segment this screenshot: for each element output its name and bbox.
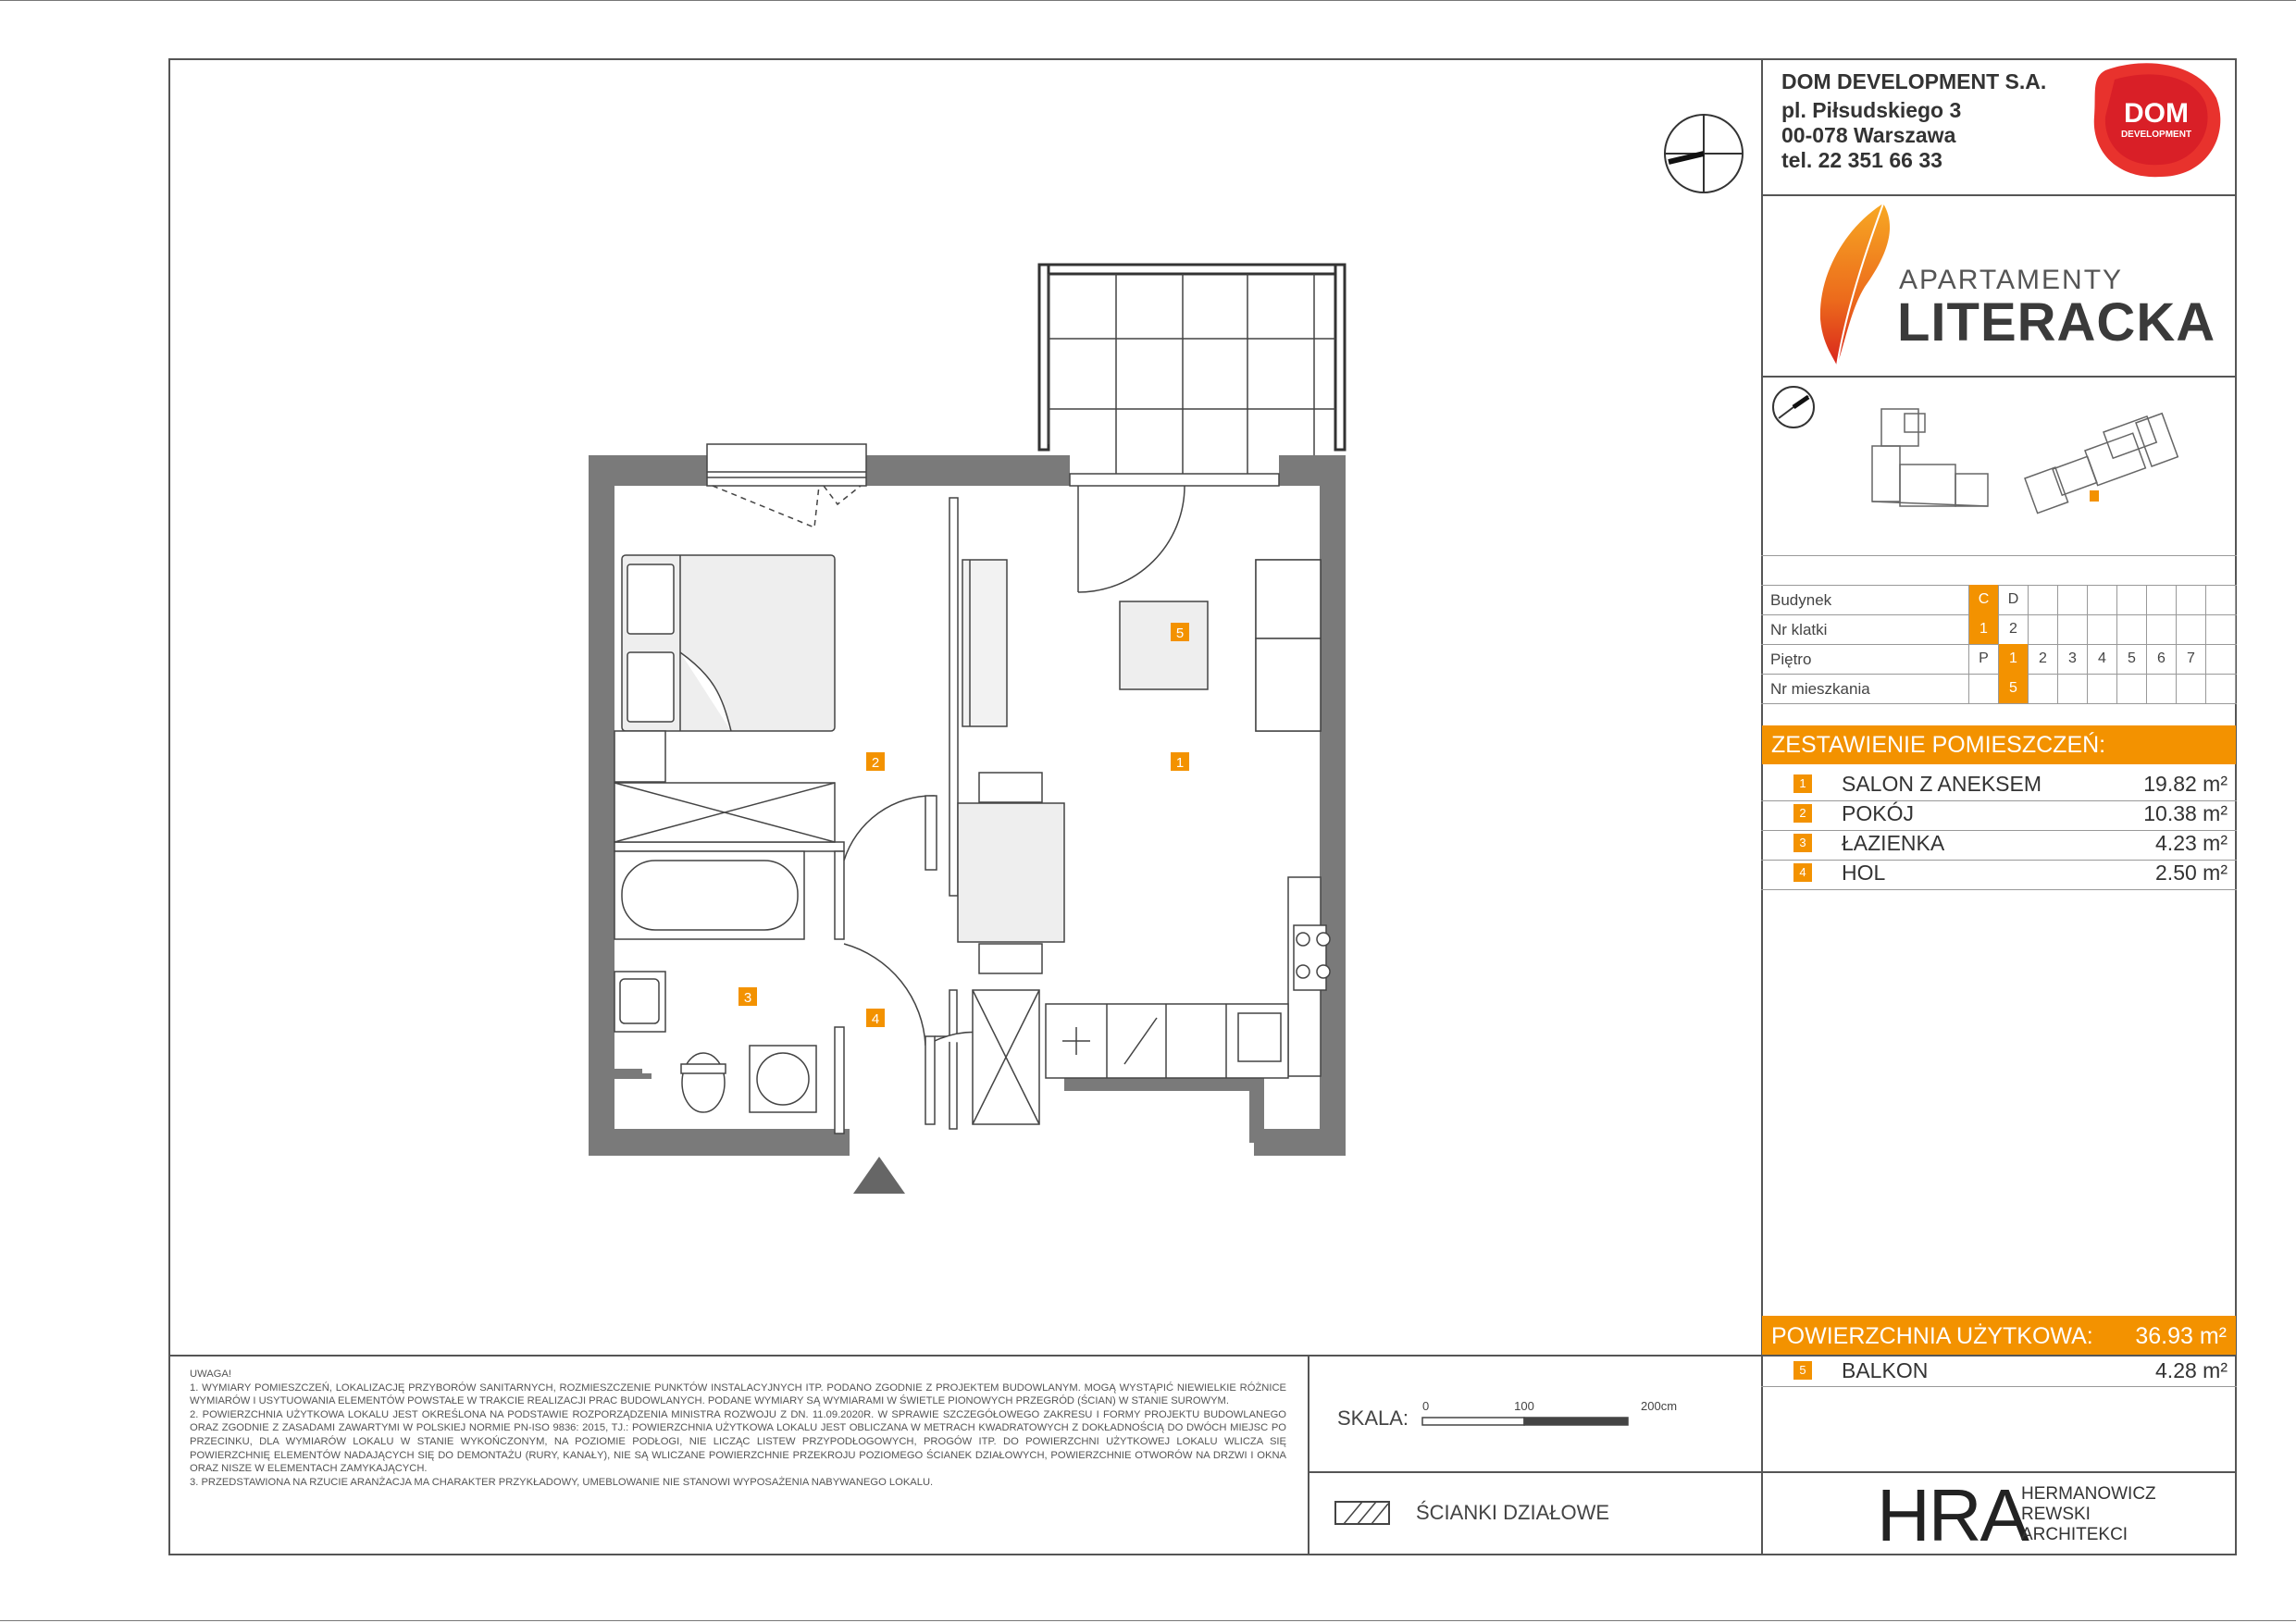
grid-cell: 1	[1968, 614, 1998, 644]
balcony-area: 4.28 m²	[2155, 1358, 2228, 1382]
grid-cell-empty	[2146, 585, 2176, 614]
balcony-name: BALKON	[1842, 1358, 1929, 1382]
grid-cell: 1	[1998, 644, 2028, 674]
divider	[1761, 376, 2237, 378]
grid-cell: C	[1968, 585, 1998, 614]
grid-cell-empty	[2146, 674, 2176, 703]
svg-text:1: 1	[1175, 755, 1185, 771]
grid-cell-empty	[2087, 614, 2116, 644]
room-name: SALON Z ANEKSEM	[1842, 772, 2042, 796]
svg-text:5: 5	[1175, 626, 1185, 641]
grid-cell: 2	[1998, 614, 2028, 644]
grid-cell: 5	[2116, 644, 2146, 674]
grid-label-building: Budynek	[1770, 591, 1832, 609]
grid-cell-empty	[2087, 585, 2116, 614]
grid-label-floor: Piętro	[1770, 650, 1812, 668]
grid-cell-empty	[2205, 585, 2235, 614]
grid-cell: D	[1998, 585, 2028, 614]
row-line	[1761, 889, 2237, 890]
north-arrow-icon	[1661, 111, 1749, 199]
window	[707, 444, 866, 527]
company-name: DOM DEVELOPMENT S.A.	[1781, 69, 2047, 93]
scale-label: SKALA:	[1337, 1406, 1409, 1430]
hall-closet	[973, 990, 1039, 1124]
grid-cell-empty	[2028, 585, 2057, 614]
grid-cell: 6	[2146, 644, 2176, 674]
grid-label-apartment: Nr mieszkania	[1770, 680, 1870, 698]
grid-cell-empty	[2205, 674, 2235, 703]
architect-name	[2021, 1484, 2156, 1545]
svg-text:2: 2	[871, 755, 880, 771]
usable-area-value: 36.93 m²	[2135, 1323, 2227, 1349]
room-name: POKÓJ	[1842, 801, 1914, 825]
balcony	[1039, 265, 1345, 477]
usable-area-bar	[1762, 1316, 2236, 1355]
grid-cell-empty	[2235, 644, 2265, 674]
room-row	[1777, 859, 2235, 888]
room-name: ŁAZIENKA	[1842, 831, 1945, 855]
notes	[190, 1368, 1286, 1489]
grid-cell-empty	[2205, 644, 2235, 674]
grid-cell-empty	[2205, 614, 2235, 644]
architect-line1: HERMANOWICZ	[2021, 1484, 2156, 1504]
bottom-border	[0, 1620, 2296, 1621]
grid-cell: 4	[2087, 644, 2116, 674]
scale-tick-0: 0	[1422, 1399, 1430, 1413]
grid-cell-empty	[2176, 614, 2205, 644]
balcony-door	[1070, 474, 1279, 592]
partition-wall-hatch-icon	[1334, 1501, 1390, 1527]
dom-development-logo	[2087, 61, 2226, 181]
row-line	[1761, 1386, 2237, 1387]
entrance-arrow-icon	[853, 1157, 905, 1194]
project-line1: APARTAMENTY	[1899, 265, 2124, 295]
grid-cell-empty	[2235, 614, 2265, 644]
grid-cell-empty	[2087, 674, 2116, 703]
grid-cell-empty	[2116, 585, 2146, 614]
room-number: 2	[1793, 804, 1812, 823]
room-area: 2.50 m²	[2155, 861, 2228, 885]
room-row	[1777, 770, 2235, 799]
grid-cell-empty	[2057, 614, 2087, 644]
room-name: HOL	[1842, 861, 1886, 885]
key-plan-north-icon	[1773, 387, 1814, 427]
company-phone: tel. 22 351 66 33	[1781, 148, 1942, 172]
bedroom-door	[844, 796, 937, 870]
room-number: 1	[1793, 774, 1812, 793]
grid-cell-empty	[2028, 674, 2057, 703]
project-line2: LITERACKA	[1897, 292, 2216, 353]
grid-cell-empty	[2057, 585, 2087, 614]
grid-cell-empty	[2116, 614, 2146, 644]
divider	[1761, 194, 2237, 196]
top-border	[0, 0, 2296, 1]
grid-cell: 7	[2176, 644, 2205, 674]
grid-cell-empty	[2028, 614, 2057, 644]
legend-label: ŚCIANKI DZIAŁOWE	[1416, 1501, 1610, 1524]
grid-cell: 5	[1998, 674, 2028, 703]
company-address1: pl. Piłsudskiego 3	[1781, 98, 1962, 122]
grid-cell-empty	[2235, 674, 2265, 703]
bed	[614, 555, 835, 842]
room-number: 4	[1793, 863, 1812, 882]
rooms-header: ZESTAWIENIE POMIESZCZEŃ:	[1762, 725, 2236, 764]
usable-area-label: POWIERZCHNIA UŻYTKOWA:	[1771, 1323, 2093, 1349]
architect-line3: ARCHITEKCI	[2021, 1525, 2128, 1544]
floor-plan	[555, 259, 1407, 1212]
grid-cell: 2	[2028, 644, 2057, 674]
grid-cell-empty	[2176, 674, 2205, 703]
architect-mark: HRA	[1877, 1474, 2028, 1556]
room-area: 19.82 m²	[2143, 772, 2228, 796]
grid-line	[1761, 703, 2237, 704]
divider	[1761, 555, 2237, 556]
grid-cell-empty	[2116, 674, 2146, 703]
key-plan	[1766, 381, 2233, 552]
grid-label-staircase: Nr klatki	[1770, 621, 1828, 638]
logo-text-development: DEVELOPMENT	[2120, 130, 2192, 140]
balcony-number: 5	[1793, 1361, 1812, 1380]
grid-cell-empty	[2235, 585, 2265, 614]
divider	[1308, 1471, 1761, 1473]
grid-cell-empty	[2176, 585, 2205, 614]
grid-cell-empty	[2057, 674, 2087, 703]
note-item: 3. PRZEDSTAWIONA NA RZUCIE ARANŻACJA MA CHARAKTER PRZYKŁADOWY, UMEBLOWANIE NIE STANOWI WYPOSAŻENIA NABYWANEGO LOKALU.	[190, 1476, 934, 1488]
grid-cell	[1968, 674, 1998, 703]
divider	[1308, 1355, 1309, 1555]
balcony-row	[1777, 1357, 2235, 1386]
note-item: 1. WYMIARY POMIESZCZEŃ, LOKALIZACJĘ PRZYBORÓW SANITARNYCH, ROZMIESZCZENIE PUNKTÓW INSTALACYJNYCH ITP. PODANO ZGODNIE Z PROJEKTEM BUDOWLANYM. MOGĄ WYSTĄPIĆ NIEWIELKIE RÓŻNICE WYMIARÓW I USYTUOWANIA ELEMENTÓW POWSTAŁE W TRAKCIE REALIZACJI PRAC BUDOWLANYCH. PODANE WYMIARY SĄ WYMIARAMI W ŚWIETLE PIONOWYCH PRZEGRÓD (ŚCIAN) W STANIE SUROWYM.	[190, 1381, 1286, 1407]
notes-title: UWAGA!	[190, 1369, 231, 1380]
room-row	[1777, 799, 2235, 829]
svg-text:4: 4	[871, 1011, 880, 1027]
scale-tick-100: 100	[1514, 1399, 1534, 1413]
scale-tick-200: 200cm	[1641, 1399, 1678, 1413]
note-item: 2. POWIERZCHNIA UŻYTKOWA LOKALU JEST OKREŚLONA NA PODSTAWIE ROZPORZĄDZENIA MINISTRA ROZWOJU Z DN. 11.09.2020R. W SPRAWIE SZCZEGÓŁOWEGO ZAKRESU I FORMY PROJEKTU BUDOWLANEGO ORAZ ZGODNIE Z ZASADAMI ZAWARTYMI W POLSKIEJ NORMIE PN-ISO 9836: 2015, TJ.: POWIERZCHNIA UŻYTKOWA LOKALU JEST OBLICZANA W METRACH KWADRATOWYCH Z DOKŁADNOŚCIĄ DO DWÓCH MIEJSC PO PRZECINKU, DLA WYMIARÓW LOKALU W STANIE WYKOŃCZONYM, NA POZIOMIE PODŁOGI, NIE LICZĄC LISTEW PRZYPODŁOGOWYCH, PROGÓW ITP. DO POWIERZCHNI UŻYTKOWEJ LOKALU WLICZA SIĘ POWIERZCHNIĘ ELEMENTÓW NADAJĄCYCH SIĘ DO DEMONTAŻU (RURY, KANAŁY), NIE SĄ WLICZANE POWIERZCHNIE PRZEKROJU POZIOMEGO ŚCIANEK DZIAŁOWYCH, POWIERZCHNIE OTWORÓW NA DRZWI I OKNA ORAZ NISZE W ELEMENTACH ZAMYKAJĄCYCH.	[190, 1408, 1286, 1475]
room-number: 3	[1793, 834, 1812, 852]
scale-bar	[1421, 1397, 1680, 1443]
grid-cell: 3	[2057, 644, 2087, 674]
company-address2: 00-078 Warszawa	[1781, 123, 1956, 147]
grid-cell-empty	[2146, 614, 2176, 644]
svg-text:3: 3	[743, 990, 752, 1006]
room-area: 4.23 m²	[2155, 831, 2228, 855]
room-area: 10.38 m²	[2143, 801, 2228, 825]
feather-icon	[1809, 199, 1911, 370]
grid-cell: P	[1968, 644, 1998, 674]
room-row	[1777, 829, 2235, 859]
architect-line2: REWSKI	[2021, 1505, 2091, 1524]
logo-text-dom: DOM	[2124, 98, 2189, 129]
